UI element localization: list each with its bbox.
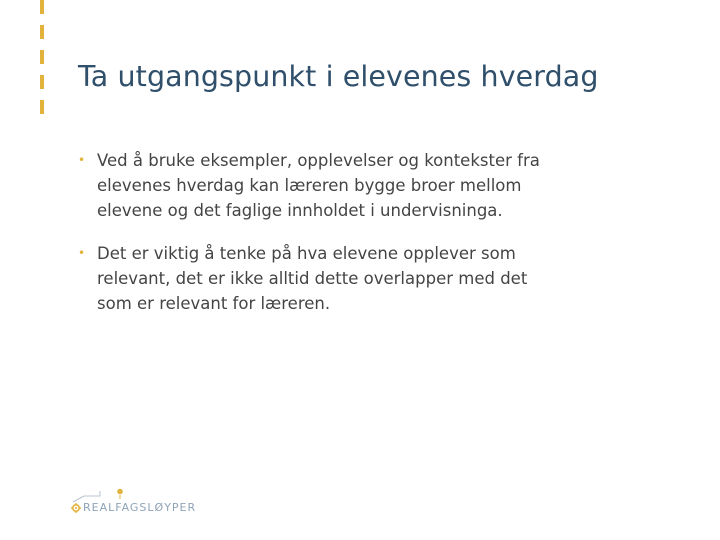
bullet-line: elevene og det faglige innholdet i undervisninga. xyxy=(97,201,503,220)
accent-dash xyxy=(40,100,44,114)
bullet-dot-icon: • xyxy=(78,246,86,260)
bullet-line: relevant, det er ikke alltid dette overlapper med det xyxy=(97,269,528,288)
logo-text: REALFAGSLØYPER xyxy=(83,501,197,514)
bullet-list xyxy=(78,148,638,334)
gear-icon xyxy=(71,503,81,513)
realfagsloyper-logo xyxy=(70,488,200,524)
bullet-item xyxy=(78,148,638,223)
bullet-dot-icon: • xyxy=(78,153,86,167)
bullet-line: elevenes hverdag kan læreren bygge broer mellom xyxy=(97,176,522,195)
accent-dash xyxy=(40,50,44,64)
bullet-line: Det er viktig å tenke på hva elevene opplever som xyxy=(97,244,516,263)
bullet-line: Ved å bruke eksempler, opplevelser og kontekster fra xyxy=(97,151,540,170)
accent-dash xyxy=(40,75,44,89)
accent-dash xyxy=(40,0,44,14)
slide-title: Ta utgangspunkt i elevenes hverdag xyxy=(78,60,599,93)
bullet-item xyxy=(78,241,638,316)
bullet-line: som er relevant for læreren. xyxy=(97,294,331,313)
decorative-accent-bar xyxy=(40,0,44,115)
accent-dash xyxy=(40,25,44,39)
